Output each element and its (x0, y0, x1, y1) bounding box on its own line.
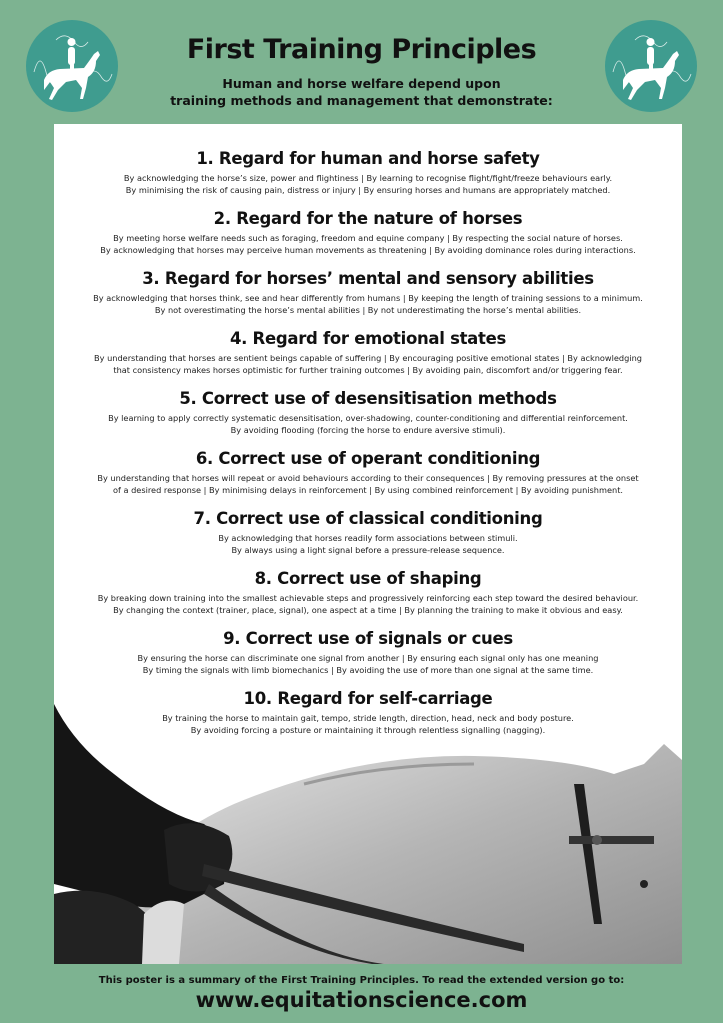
principle-title: 5. Correct use of desensitisation methods (179, 389, 557, 408)
poster-subtitle (150, 75, 573, 109)
principle-item (54, 208, 682, 268)
description-line: By changing the context (trainer, place, signal), one aspect at a time | By planning the training to make it obvious and easy. (113, 604, 623, 615)
principle-description (62, 473, 674, 496)
website-link[interactable]: www.equitationscience.com (195, 988, 528, 1012)
description-line: By acknowledging the horse’s size, power and flightiness | By learning to recognise flight/fight/freeze behaviours early. (123, 173, 613, 183)
description-line: By minimising the risk of causing pain, distress or injury | By ensuring horses and humans are appropriately matched. (125, 184, 611, 195)
principle-item (54, 328, 682, 388)
principle-description (62, 533, 674, 556)
principle-title: 1. Regard for human and horse safety (196, 149, 540, 168)
description-line: By learning to apply correctly systematic desensitisation, over-shadowing, counter-conditioning and differential reinforcement. (108, 413, 628, 423)
principle-description (62, 713, 674, 736)
description-line: By avoiding flooding (forcing the horse to endure aversive stimuli). (230, 424, 506, 435)
principle-item (54, 148, 682, 208)
description-line: By ensuring the horse can discriminate one signal from another | By ensuring each signal only has one meaning (137, 653, 599, 663)
description-line: that consistency makes horses optimistic for further training outcomes | By avoiding pain, discomfort and/or triggering fear. (113, 364, 623, 375)
description-line: By acknowledging that horses may perceive human movements as threatening | By avoiding dominance roles during interactions. (100, 244, 636, 255)
principle-title: 4. Regard for emotional states (229, 329, 507, 348)
description-line: By understanding that horses are sentient beings capable of suffering | By encouraging positive emotional states | By acknowledging (94, 353, 642, 363)
principle-title: 3. Regard for horses’ mental and sensory abilities (142, 269, 594, 288)
principle-description (62, 173, 674, 196)
description-line: By acknowledging that horses readily form associations between stimuli. (218, 533, 518, 543)
subtitle-line: Human and horse welfare depend upon (222, 76, 501, 91)
description-line: By acknowledging that horses think, see and hear differently from humans | By keeping the length of training sessions to a minimum. (93, 293, 643, 303)
description-line: By timing the signals with limb biomechanics | By avoiding the use of more than one signal at the same time. (142, 664, 594, 675)
principle-title: 9. Correct use of signals or cues (223, 629, 513, 648)
description-line: By always using a light signal before a pressure-release sequence. (231, 544, 505, 555)
footer-note: This poster is a summary of the First Training Principles. To read the extended version go to: (98, 975, 625, 986)
description-line: By training the horse to maintain gait, tempo, stride length, direction, head, neck and body posture. (162, 713, 574, 723)
description-line: By not overestimating the horse’s mental abilities | By not underestimating the horse’s mental abilities. (154, 304, 582, 315)
principle-item (54, 568, 682, 628)
principle-description (62, 413, 674, 436)
principle-title: 2. Regard for the nature of horses (213, 209, 523, 228)
principle-item (54, 388, 682, 448)
principle-item (54, 268, 682, 328)
description-line: By understanding that horses will repeat or avoid behaviours according to their consequences | By removing pressures at the onset (97, 473, 639, 483)
principle-title: 10. Regard for self-carriage (243, 689, 493, 708)
principle-description (62, 233, 674, 256)
description-line: By meeting horse welfare needs such as foraging, freedom and equine company | By respecting the social nature of horses. (113, 233, 623, 243)
principle-item (54, 508, 682, 568)
principle-description (62, 653, 674, 676)
principles-panel (54, 124, 682, 964)
description-line: By breaking down training into the smallest achievable steps and progressively reinforcing each step toward the desired behaviour. (97, 593, 639, 603)
principle-title: 7. Correct use of classical conditioning (193, 509, 543, 528)
description-line: of a desired response | By minimising delays in reinforcement | By using combined reinforcement | By avoiding punishment. (112, 484, 624, 495)
principle-item (54, 448, 682, 508)
principle-item (54, 688, 682, 748)
principle-title: 6. Correct use of operant conditioning (195, 449, 541, 468)
poster-header (0, 0, 723, 120)
principle-item (54, 628, 682, 688)
principle-title: 8. Correct use of shaping (254, 569, 482, 588)
subtitle-line: training methods and management that demonstrate: (170, 93, 553, 108)
principle-description (62, 593, 674, 616)
principle-description (62, 353, 674, 376)
principle-description (62, 293, 674, 316)
principles-list (54, 148, 682, 748)
poster-title: First Training Principles (186, 34, 537, 65)
description-line: By avoiding forcing a posture or maintaining it through relentless signalling (nagging). (190, 724, 546, 735)
